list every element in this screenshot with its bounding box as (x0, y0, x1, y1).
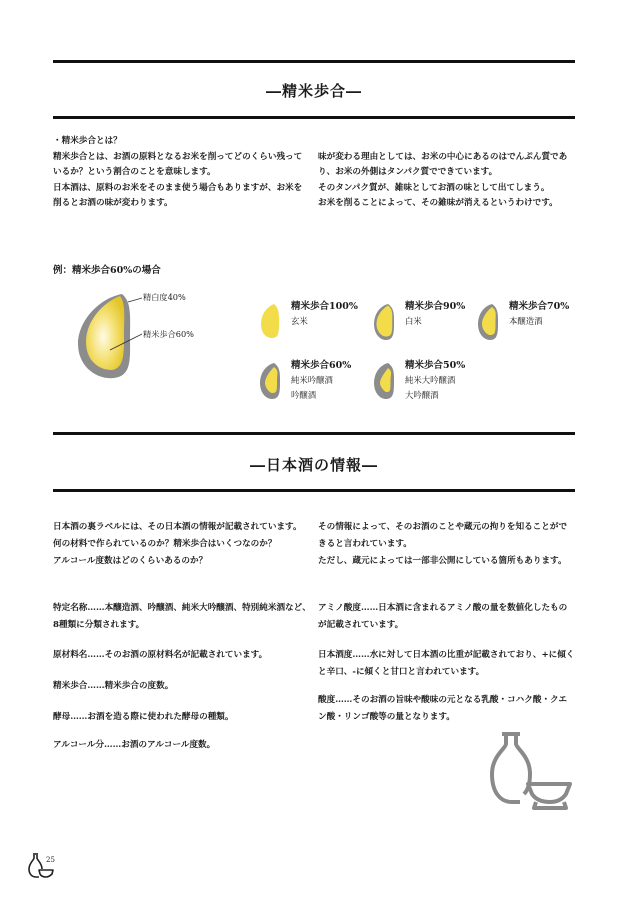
intro-left-line: いるか？という割合のことを意味します。 (53, 167, 216, 177)
section1-rule (53, 116, 575, 119)
grade-ratio-label: 精米歩合100% (291, 301, 358, 312)
label-intro-right (318, 519, 580, 570)
top-rule (53, 60, 575, 63)
inner-label: 精米歩合60% (143, 329, 194, 339)
label-intro-line: きると言われています。 (318, 539, 412, 549)
label-intro-left (53, 519, 315, 570)
grade-grain-icon (476, 302, 504, 344)
intro-right-line: そのタンパク質が、雑味としてお酒の味として出てしまう。 (318, 182, 550, 193)
grade-ratio-label: 精米歩合50% (405, 360, 466, 371)
section2-rule (53, 489, 575, 492)
spec-line: が記載されています。 (318, 620, 404, 630)
grade-ratio-label: 精米歩合60% (291, 360, 352, 371)
spec-term-ingredients (53, 647, 315, 664)
spec-line: 精米歩合……精米歩合の度数。 (53, 681, 174, 691)
grade-ratio-label: 精米歩合90% (405, 301, 466, 312)
spec-term-yeast (53, 709, 315, 726)
spec-term-polishing (53, 678, 315, 695)
intro-left-line: 日本酒は、原料のお米をそのまま使う場合もありますが、お米を (53, 182, 303, 193)
intro-right-line: お米を削ることによって、その雑味が消えるというわけです。 (318, 198, 558, 208)
spec-line: 原材料名……そのお酒の原材料名が記載されています。 (53, 650, 268, 660)
label-intro-line: ただし、蔵元によっては一部非公開にしている箇所もあります。 (318, 556, 567, 566)
grade-grain-icon (372, 302, 400, 344)
section2-top-rule (53, 432, 575, 435)
spec-line: アミノ酸度……日本酒に含まれるアミノ酸の量を数値化したもの (318, 603, 568, 613)
example-title: 例：精米歩合60%の場合 (53, 265, 161, 276)
intro-heading: ・精米歩合とは？ (53, 136, 122, 146)
section-title-label-info: ―日本酒の情報― (249, 456, 378, 474)
label-intro-line: 何の材料で作られているのか？精米歩合はいくつなのか？ (53, 539, 277, 549)
intro-right (318, 150, 578, 212)
label-intro-line: その情報によって、そのお酒のことや蔵元の拘りを知ることがで (318, 522, 568, 532)
section-title-polishing: ―精米歩合― (265, 82, 362, 100)
spec-line: ン酸・リンゴ酸等の量となります。 (318, 712, 455, 722)
outer-label: 精白度40% (143, 292, 186, 302)
intro-right-line: り、お米の外側はタンパク質でできています。 (318, 167, 498, 177)
grade-grain-icon (372, 361, 400, 403)
grade-type-label: 白米 (405, 316, 422, 326)
spec-line: 酸度……そのお酒の旨味や酸味の元となる乳酸・コハク酸・クエ (318, 695, 568, 705)
spec-term-specific-name (53, 600, 315, 634)
grade-type-label: 純米吟醸酒 (291, 375, 333, 385)
page-number: 25 (46, 856, 55, 864)
spec-term-amino (318, 600, 580, 634)
spec-line: 日本酒度……水に対して日本酒の比重が記載されており、+に傾く (318, 650, 575, 660)
grade-grain-icon (258, 361, 286, 403)
grade-type-label: 大吟醸酒 (405, 390, 439, 400)
spec-term-acidity (318, 692, 580, 726)
spec-term-alcohol (53, 737, 315, 754)
grade-ratio-label: 精米歩合70% (509, 301, 570, 312)
label-intro-line: アルコール度数はどのくらいあるのか？ (53, 556, 208, 566)
label-intro-line: 日本酒の裏ラベルには、その日本酒の情報が記載されています。 (53, 522, 302, 532)
spec-line: 8種類に分類されます。 (53, 620, 145, 630)
grain-inner-core (86, 296, 124, 370)
grade-type-label: 本醸造酒 (509, 316, 543, 326)
spec-term-nihonshu-do (318, 647, 580, 681)
intro-left-line: 削るとお酒の味が変わります。 (53, 198, 173, 208)
sake-bottle-icon (486, 730, 578, 810)
intro-left-line: 精米歩合とは、お酒の原料となるお米を削ってどのくらい残って (53, 151, 303, 162)
grade-type-label: 玄米 (291, 316, 308, 326)
spec-line: 特定名称……本醸造酒、吟醸酒、純米大吟醸酒、特別純米酒など、 (53, 603, 311, 613)
spec-line: 酵母……お酒を造る際に使われた酵母の種類。 (53, 712, 234, 722)
grade-type-label: 吟醸酒 (291, 390, 317, 400)
grade-type-label: 純米大吟醸酒 (405, 375, 456, 385)
intro-right-line: 味が変わる理由としては、お米の中心にあるのはでんぷん質であ (318, 151, 568, 162)
grade-grain-icon (258, 302, 286, 344)
intro-left (53, 134, 313, 212)
spec-line: と辛口、-に傾くと甘口と言われています。 (318, 667, 485, 677)
spec-line: アルコール分……お酒のアルコール度数。 (53, 740, 216, 750)
